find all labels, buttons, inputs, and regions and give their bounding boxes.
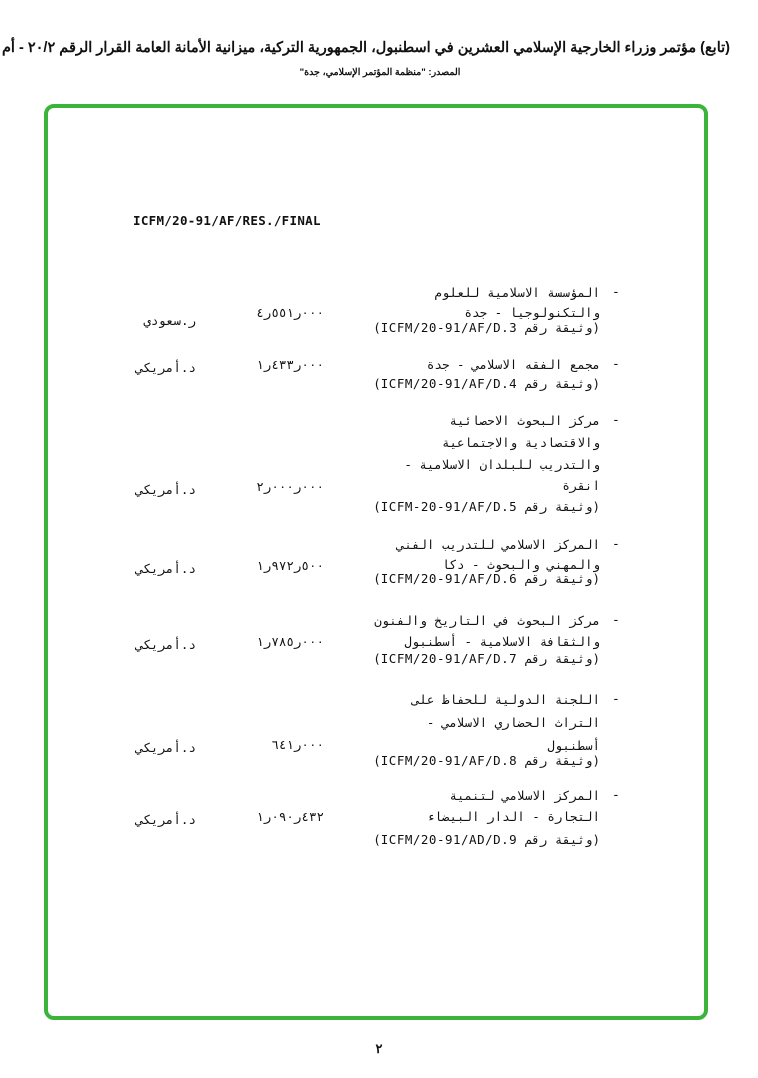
- item-bullet: -: [612, 692, 620, 707]
- item-amount: ٤ر٥٥١ر٠٠٠: [256, 305, 324, 320]
- item-bullet: -: [612, 613, 620, 628]
- item-amount: ١ر٧٨٥ر٠٠٠: [256, 634, 324, 649]
- item-currency: د.أمريكي: [135, 360, 196, 375]
- item-line: والثقافة الاسلامية - أسطنبول: [404, 634, 600, 649]
- item-bullet: -: [612, 357, 620, 372]
- item-amount: ٢ر٠٠٠ر٠٠٠: [256, 479, 324, 494]
- item-currency: ر.سعودي: [143, 313, 196, 328]
- item-line: المركز الاسلامي لتنمية: [449, 788, 600, 803]
- item-currency: د.أمريكي: [135, 740, 196, 755]
- item-bullet: -: [612, 413, 620, 428]
- item-bullet: -: [612, 285, 620, 300]
- item-line: والتكنولوجيا - جدة: [464, 305, 600, 320]
- item-document-ref: (وثيقة رقم ICFM/20-91/AF/D.3): [373, 320, 600, 335]
- item-line: أسطنبول: [547, 738, 600, 753]
- item-line: مركز البحوث الاحصائية: [449, 413, 600, 428]
- item-currency: د.أمريكي: [135, 812, 196, 827]
- item-line: والمهني والبحوث - دكا: [441, 557, 600, 572]
- item-line: مجمع الفقه الاسلامي - جدة: [426, 357, 600, 372]
- item-line: اللجنة الدولية للحفاظ على: [411, 692, 600, 707]
- item-line: والتدريب للبلدان الاسلامية -: [404, 457, 600, 472]
- item-amount: ١ر٩٧٢ر٥٠٠: [256, 558, 324, 573]
- item-currency: د.أمريكي: [135, 561, 196, 576]
- item-amount: ٦٤١ر٠٠٠: [271, 737, 324, 752]
- item-document-ref: (وثيقة رقم ICFM/20-91/AF/D.6): [373, 571, 600, 586]
- page-number: ٢: [375, 1041, 383, 1056]
- item-line: انقرة: [562, 478, 600, 493]
- item-bullet: -: [612, 537, 620, 552]
- item-document-ref: (وثيقة رقم ICFM/20-91/AF/D.7): [373, 651, 600, 666]
- item-document-ref: (وثيقة رقم ICFM/20-91/AD/D.9): [373, 832, 600, 847]
- page-header-title: (تابع) مؤتمر وزراء الخارجية الإسلامي العشرين في اسطنبول، الجمهورية التركية، ميزانية الأمانة العامة القرار الرقم ٢٠/٢ - أم: [1, 40, 730, 56]
- item-line: المؤسسة الاسلامية للعلوم: [434, 285, 600, 300]
- page-header-source: المصدر: "منظمة المؤتمر الإسلامي، جدة": [299, 67, 461, 78]
- item-line: والاقتصادية والاجتماعية: [441, 435, 600, 450]
- item-line: المركز الاسلامي للتدريب الفني: [396, 537, 600, 552]
- document-reference: ICFM/20-91/AF/RES./FINAL: [133, 213, 321, 228]
- item-line: التجارة - الدار البيضاء: [426, 809, 600, 824]
- item-document-ref: (وثيقة رقم ICFM-20-91/AF/D.5): [373, 499, 600, 514]
- item-line: التراث الحضاري الاسلامي -: [426, 715, 600, 730]
- item-amount: ١ر٠٩٠ر٤٣٢: [256, 809, 324, 824]
- item-currency: د.أمريكي: [135, 482, 196, 497]
- item-currency: د.أمريكي: [135, 637, 196, 652]
- item-document-ref: (وثيقة رقم ICFM/20-91/AF/D.8): [373, 753, 600, 768]
- item-bullet: -: [612, 788, 620, 803]
- item-line: مركز البحوث في التاريخ والفنون: [374, 613, 600, 628]
- item-document-ref: (وثيقة رقم ICFM/20-91/AF/D.4): [373, 376, 600, 391]
- item-amount: ١ر٤٣٣ر٠٠٠: [256, 357, 324, 372]
